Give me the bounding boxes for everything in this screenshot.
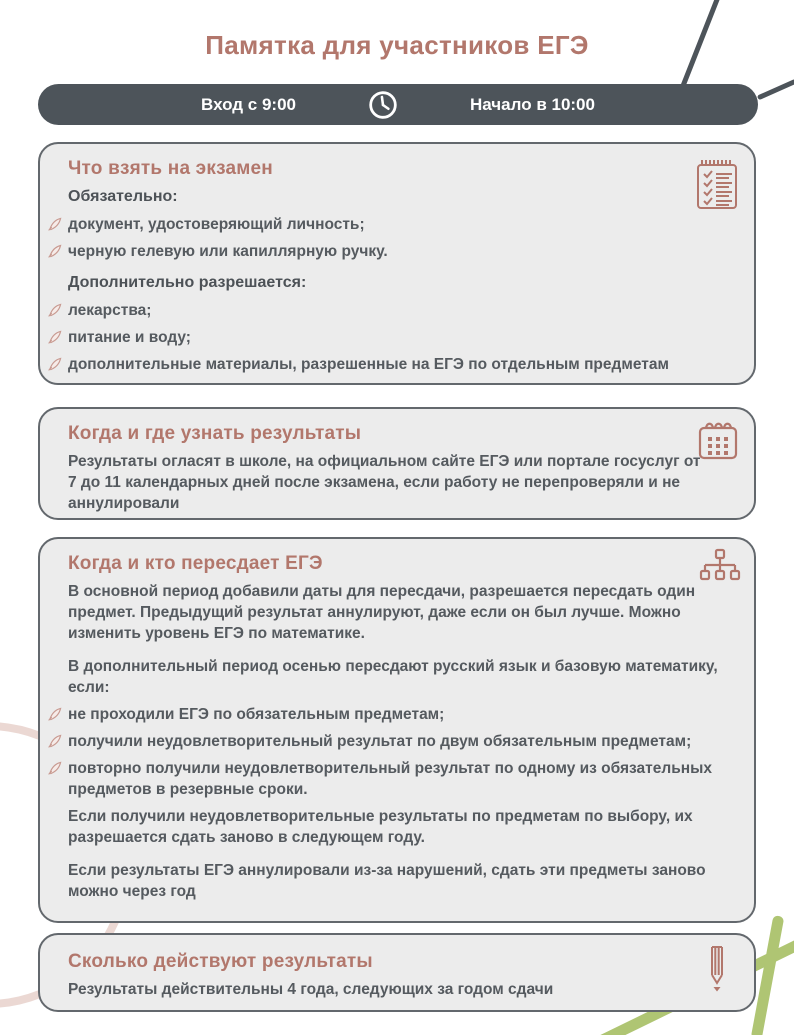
card-retakes: [38, 537, 756, 923]
calendar-icon: [696, 419, 740, 466]
list-item: [68, 300, 726, 321]
list-item: [68, 704, 726, 725]
list-item: [68, 327, 726, 348]
quill-bullet-icon: [48, 733, 62, 754]
bullet-text: лекарства;: [68, 302, 152, 319]
checklist-icon: [694, 158, 740, 217]
hierarchy-icon: [696, 548, 744, 595]
schedule-bar: [38, 84, 758, 125]
card-results-where: [38, 407, 756, 520]
required-list: [68, 214, 726, 262]
page-title: Памятка для участников ЕГЭ: [205, 30, 589, 60]
bullet-text: черную гелевую или капиллярную ручку.: [68, 243, 388, 260]
quill-bullet-icon: [48, 302, 62, 323]
clock-icon: [368, 90, 398, 120]
card-paragraph: Результаты действительны 4 года, следующих за годом сдачи: [68, 981, 554, 998]
bullet-text: не проходили ЕГЭ по обязательным предметам;: [68, 706, 445, 723]
entry-time-label: Вход с 9:00: [201, 94, 296, 114]
decor-diagonal-line-top-2: [757, 79, 794, 101]
retake-conditions-list: [68, 704, 726, 800]
bullet-text: питание и воду;: [68, 329, 191, 346]
quill-bullet-icon: [48, 760, 62, 781]
card-paragraph-main: В основной период добавили даты для пересдачи, разрешается пересдать один предмет. Предыдущий результат аннулируют, даже если он был лучше. Можно изменить уровень ЕГЭ по математике.: [68, 583, 696, 642]
card-title: Когда и где узнать результаты: [68, 423, 362, 444]
card-title: Сколько действуют результаты: [68, 951, 373, 972]
card-validity: [38, 933, 756, 1012]
bullet-text: дополнительные материалы, разрешенные на ЕГЭ по отдельным предметам: [68, 356, 669, 373]
card-paragraph: Результаты огласят в школе, на официальном сайте ЕГЭ или портале госуслуг от 7 до 11 календарных дней после экзамена, если работу не перепроверяли и не аннулировали: [68, 453, 701, 512]
subheading-allowed: Дополнительно разрешается:: [68, 274, 307, 291]
quill-bullet-icon: [48, 216, 62, 237]
bullet-text: повторно получили неудовлетворительный результат по одному из обязательных предметов в резервные сроки.: [68, 760, 712, 798]
card-title: Что взять на экзамен: [68, 158, 273, 179]
list-item: [68, 241, 726, 262]
allowed-list: [68, 300, 726, 375]
start-time-label: Начало в 10:00: [470, 94, 595, 114]
quill-bullet-icon: [48, 329, 62, 350]
quill-bullet-icon: [48, 706, 62, 727]
pencil-icon: [708, 944, 726, 997]
card-title: Когда и кто пересдает ЕГЭ: [68, 553, 323, 574]
list-item: [68, 731, 726, 752]
card-paragraph-annulled: Если результаты ЕГЭ аннулировали из-за нарушений, сдать эти предметы заново можно через год: [68, 862, 706, 900]
quill-bullet-icon: [48, 356, 62, 377]
list-item: [68, 758, 726, 800]
bullet-text: документ, удостоверяющий личность;: [68, 216, 365, 233]
subheading-required: Обязательно:: [68, 188, 178, 205]
list-item: [68, 214, 726, 235]
card-paragraph-autumn: В дополнительный период осенью пересдают русский язык и базовую математику, если:: [68, 658, 718, 696]
card-paragraph-choice: Если получили неудовлетворительные результаты по предметам по выбору, их разрешается сдать заново в следующем году.: [68, 808, 693, 846]
bullet-text: получили неудовлетворительный результат по двум обязательным предметам;: [68, 733, 692, 750]
quill-bullet-icon: [48, 243, 62, 264]
list-item: [68, 354, 726, 375]
card-what-to-take: [38, 142, 756, 385]
